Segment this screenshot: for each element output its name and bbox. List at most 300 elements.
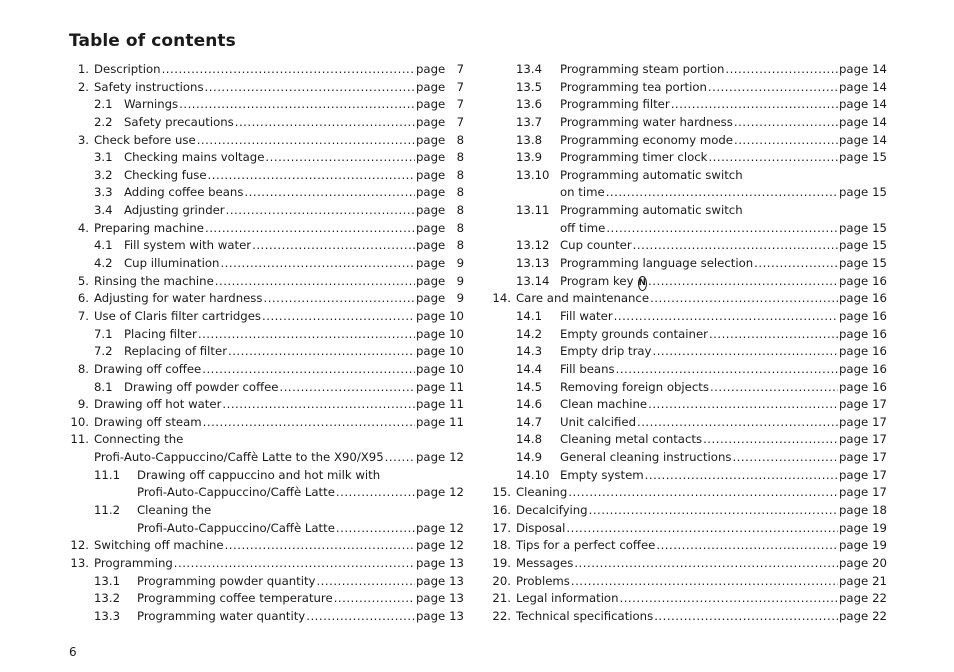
- toc-entry-body: [137, 520, 464, 538]
- toc-entry: [489, 396, 887, 414]
- dot-leader: [205, 220, 415, 238]
- toc-entry-body: [124, 255, 464, 273]
- page-word: page: [416, 79, 446, 94]
- page-word: page: [416, 238, 446, 253]
- toc-entry-body: [516, 520, 887, 538]
- toc-entry-title: Legal information: [516, 591, 619, 606]
- dot-leader: [574, 555, 838, 573]
- toc-entry: [67, 414, 464, 432]
- toc-entry-number: 6.: [77, 291, 89, 306]
- dot-leader: [220, 255, 415, 273]
- toc-entry-body: [94, 308, 464, 326]
- toc-entry-title: Programming powder quantity: [137, 573, 316, 588]
- toc-entry-title: Adjusting grinder: [124, 203, 225, 218]
- toc-entry-page: 13: [449, 573, 464, 588]
- toc-entry-page: 17: [872, 450, 887, 465]
- toc-entry-number: 8.1: [94, 379, 113, 394]
- page-word: page: [839, 256, 869, 271]
- page-word: page: [416, 185, 446, 200]
- toc-entry-number: 2.2: [94, 114, 113, 129]
- toc-entry-body: [560, 467, 887, 485]
- toc-entry-body: [516, 484, 887, 502]
- toc-entry-body: [94, 537, 464, 555]
- page-word: page: [416, 485, 446, 500]
- toc-entry-page: 15: [872, 150, 887, 165]
- dot-leader: [197, 132, 415, 150]
- page-word: page: [416, 291, 446, 306]
- page-word: page: [839, 555, 869, 570]
- toc-entry: [67, 96, 464, 114]
- dot-leader: [228, 343, 415, 361]
- page-word: page: [839, 273, 869, 288]
- page-word: page: [839, 185, 869, 200]
- toc-entry-number: 10.: [70, 414, 89, 429]
- toc-entry-number: 7.1: [94, 326, 113, 341]
- toc-entry-title: Safety precautions: [124, 114, 234, 129]
- toc-entry-number: 8.: [77, 361, 89, 376]
- program-key-icon: N: [638, 276, 648, 291]
- page-word: page: [416, 344, 446, 359]
- toc-entry-page: 8: [456, 238, 464, 253]
- dot-leader: [650, 290, 838, 308]
- toc-entry: [67, 502, 464, 520]
- toc-entry-number: 14.: [492, 291, 511, 306]
- toc-entry-title: Switching off machine: [94, 538, 224, 553]
- page-word: page: [416, 520, 446, 535]
- toc-entry: [489, 308, 887, 326]
- toc-entry-body: [560, 114, 887, 132]
- toc-entry-page: 14: [872, 132, 887, 147]
- page-word: page: [416, 256, 446, 271]
- toc-entry-title: Connecting the: [94, 432, 184, 447]
- toc-entry-title: Rinsing the machine: [94, 273, 214, 288]
- toc-entry-title: Programming language selection: [560, 256, 754, 271]
- toc-entry: [489, 79, 887, 97]
- toc-entry: [489, 449, 887, 467]
- toc-entry-number: 13.7: [516, 114, 543, 129]
- toc-entry-number: 14.5: [516, 379, 543, 394]
- page-word: page: [416, 62, 446, 76]
- toc-entry-body: [137, 590, 464, 608]
- dot-leader: [734, 114, 838, 132]
- toc-entry-number: 13.1: [94, 573, 121, 588]
- toc-entry-number: 13.11: [516, 203, 550, 218]
- toc-entry-page: 12: [449, 485, 464, 500]
- toc-entry-title: Drawing off cappuccino and hot milk with: [137, 467, 381, 482]
- toc-entry-title: on time: [560, 185, 605, 200]
- dot-leader: [334, 590, 415, 608]
- dot-leader: [652, 343, 838, 361]
- toc-entry-number: 4.2: [94, 256, 113, 271]
- toc-entry-body: [137, 467, 380, 485]
- page-word: page: [839, 308, 869, 323]
- dot-leader: [589, 502, 838, 520]
- toc-entry-title: General cleaning instructions: [560, 450, 732, 465]
- toc-entry-number: 14.6: [516, 397, 543, 412]
- toc-entry-title: Messages: [516, 555, 574, 570]
- toc-entry: [489, 114, 887, 132]
- toc-entry-body: [516, 573, 887, 591]
- page-word: page: [839, 538, 869, 553]
- dot-leader: [174, 555, 415, 573]
- toc-entry: [489, 573, 887, 591]
- page-word: page: [839, 361, 869, 376]
- toc-entry-title: Checking mains voltage: [124, 150, 265, 165]
- toc-entry: [489, 220, 887, 238]
- toc-entry-page: 10: [449, 308, 464, 323]
- toc-entry-page: 14: [872, 114, 887, 129]
- toc-entry-title: Empty drip tray: [560, 344, 652, 359]
- toc-entry: [489, 96, 887, 114]
- toc-entry-number: 21.: [492, 591, 511, 606]
- dot-leader: [566, 520, 838, 538]
- toc-entry-body: [94, 396, 464, 414]
- toc-entry-number: 2.: [77, 79, 89, 94]
- toc-entry-number: 15.: [492, 485, 511, 500]
- toc-entry-body: [137, 484, 464, 502]
- toc-entry-page: 19: [872, 538, 887, 553]
- toc-entry-title: Unit calcified: [560, 414, 636, 429]
- page-word: page: [839, 97, 869, 112]
- toc-entry-number: 19.: [492, 555, 511, 570]
- toc-entry-body: [560, 273, 887, 291]
- toc-entry-number: 13.12: [516, 238, 550, 253]
- toc-entry-number: 7.2: [94, 344, 113, 359]
- page-word: page: [839, 520, 869, 535]
- toc-entry-number: 18.: [492, 538, 511, 553]
- toc-entry-page: 9: [456, 291, 464, 306]
- toc-entry-title: Programming timer clock: [560, 150, 708, 165]
- page-word: page: [839, 150, 869, 165]
- toc-entry: [489, 61, 887, 79]
- toc-entry-body: [124, 184, 464, 202]
- toc-entry-page: 8: [456, 132, 464, 147]
- toc-entry-page: 10: [449, 344, 464, 359]
- toc-entry-body: [94, 449, 464, 467]
- toc-entry-page: 16: [872, 326, 887, 341]
- page-word: page: [839, 238, 869, 253]
- toc-entry: [489, 590, 887, 608]
- dot-leader: [226, 202, 415, 220]
- toc-entry-page: 14: [872, 62, 887, 76]
- toc-entry-body: [124, 343, 464, 361]
- toc-entry-number: 1.: [77, 62, 89, 76]
- toc-entry-page: 9: [456, 256, 464, 271]
- page-word: page: [839, 591, 869, 606]
- toc-entry: [67, 343, 464, 361]
- toc-entry: [489, 273, 887, 291]
- toc-entry: [67, 396, 464, 414]
- toc-entry-number: 13.9: [516, 150, 543, 165]
- toc-entry-title: Clean machine: [560, 397, 648, 412]
- toc-entry-body: [560, 414, 887, 432]
- toc-entry-number: 13.13: [516, 256, 550, 271]
- page-word: page: [416, 97, 446, 112]
- toc-entry-body: [94, 132, 464, 150]
- toc-entry-number: 13.10: [516, 167, 550, 182]
- toc-entry: [67, 467, 464, 485]
- toc-entry: [67, 290, 464, 308]
- page-word: page: [416, 114, 446, 129]
- toc-entry: [489, 379, 887, 397]
- toc-entry-title: Adding coffee beans: [124, 185, 244, 200]
- dot-leader: [205, 79, 415, 97]
- dot-leader: [336, 520, 415, 538]
- dot-leader: [645, 467, 838, 485]
- toc-entry-title: Fill beans: [560, 361, 615, 376]
- toc-entry-title: Decalcifying: [516, 503, 588, 518]
- toc-entry-title: Programming automatic switch: [560, 167, 743, 182]
- page-word: page: [416, 379, 446, 394]
- toc-entry-title: Description: [94, 62, 161, 76]
- toc-entry-page: 15: [872, 220, 887, 235]
- toc-entry: [67, 167, 464, 185]
- dot-leader: [671, 96, 838, 114]
- toc-entry-number: 5.: [77, 273, 89, 288]
- toc-entry-number: 13.8: [516, 132, 543, 147]
- toc-entry: [67, 79, 464, 97]
- toc-entry-number: 12.: [70, 538, 89, 553]
- dot-leader: [179, 96, 415, 114]
- toc-entry-page: 8: [456, 220, 464, 235]
- dot-leader: [244, 184, 415, 202]
- toc-entry: [489, 255, 887, 273]
- toc-entry-page: 15: [872, 238, 887, 253]
- page-word: page: [839, 608, 869, 623]
- toc-entry-number: 7.: [77, 308, 89, 323]
- toc-entry-title: off time: [560, 220, 606, 235]
- toc-entry-page: 15: [872, 256, 887, 271]
- toc-entry: [67, 573, 464, 591]
- toc-entry-page: 22: [872, 591, 887, 606]
- toc-entry-body: [560, 326, 887, 344]
- toc-right-column: [489, 61, 887, 626]
- toc-entry-number: 4.: [77, 220, 89, 235]
- toc-entry-page: 19: [872, 520, 887, 535]
- toc-entry-title: Programming water quantity: [137, 608, 306, 623]
- toc-entry-title: Drawing off coffee: [94, 361, 202, 376]
- page-word: page: [416, 608, 446, 623]
- page-word: page: [839, 467, 869, 482]
- toc-entry-page: 12: [449, 520, 464, 535]
- page-word: page: [839, 379, 869, 394]
- toc-entry-body: [94, 273, 464, 291]
- toc-entry-body: [560, 361, 887, 379]
- dot-leader: [198, 326, 415, 344]
- toc-entry-body: [516, 502, 887, 520]
- toc-entry-number: 3.3: [94, 185, 113, 200]
- toc-entry: [67, 555, 464, 573]
- toc-entry-title: Use of Claris filter cartridges: [94, 308, 262, 323]
- toc-entry-number: 4.1: [94, 238, 113, 253]
- toc-entry-body: [124, 202, 464, 220]
- toc-entry: [67, 361, 464, 379]
- toc-entry: [67, 237, 464, 255]
- toc-entry: [67, 273, 464, 291]
- toc-entry: [489, 502, 887, 520]
- toc-entry-body: [516, 590, 887, 608]
- toc-entry-title: Programming: [94, 555, 173, 570]
- toc-entry-number: 14.7: [516, 414, 543, 429]
- toc-entry: [67, 379, 464, 397]
- toc-entry-number: 9.: [77, 397, 89, 412]
- toc-entry-number: 14.2: [516, 326, 543, 341]
- page-word: page: [839, 326, 869, 341]
- toc-entry-page: 17: [872, 397, 887, 412]
- toc-entry-title: Empty system: [560, 467, 644, 482]
- toc-entry: [489, 414, 887, 432]
- toc-entry: [489, 132, 887, 150]
- dot-leader: [162, 61, 415, 79]
- toc-entry-body: [516, 290, 887, 308]
- page-word: page: [416, 220, 446, 235]
- toc-entry: [489, 608, 887, 626]
- toc-entry-page: 11: [449, 397, 464, 412]
- toc-entry-page: 7: [456, 114, 464, 129]
- toc-entry-title: Programming steam portion: [560, 62, 725, 76]
- page-word: page: [416, 361, 446, 376]
- page-word: page: [416, 132, 446, 147]
- dot-leader: [208, 167, 415, 185]
- toc-entry-number: 11.2: [94, 503, 121, 518]
- toc-entry: [67, 590, 464, 608]
- page-word: page: [416, 414, 446, 429]
- dot-leader: [215, 273, 415, 291]
- page-word: page: [416, 150, 446, 165]
- toc-entry-page: 12: [449, 450, 464, 465]
- toc-entry-title: Placing filter: [124, 326, 197, 341]
- page-word: page: [416, 326, 446, 341]
- page-word: page: [839, 485, 869, 500]
- toc-entry-body: [560, 308, 887, 326]
- toc-entry-title: Check before use: [94, 132, 196, 147]
- toc-entry-title: Programming economy mode: [560, 132, 733, 147]
- toc-entry-number: 13.2: [94, 591, 121, 606]
- page-word: page: [416, 450, 446, 465]
- toc-entry-body: [560, 343, 887, 361]
- toc-entry-body: [560, 255, 887, 273]
- toc-entry-number: 14.3: [516, 344, 543, 359]
- toc-entry: [489, 520, 887, 538]
- dot-leader: [571, 573, 838, 591]
- page-word: page: [416, 555, 446, 570]
- toc-entry-page: 11: [449, 414, 464, 429]
- toc-entry: [489, 431, 887, 449]
- dot-leader: [264, 290, 416, 308]
- dot-leader: [648, 273, 838, 291]
- toc-entry-body: [560, 132, 887, 150]
- toc-entry-title: Drawing off powder coffee: [124, 379, 279, 394]
- toc-entry-body: [94, 79, 464, 97]
- toc-entry-page: 7: [456, 97, 464, 112]
- dot-leader: [708, 149, 838, 167]
- page-word: page: [839, 432, 869, 447]
- toc-entry: [67, 220, 464, 238]
- page-word: page: [839, 79, 869, 94]
- toc-entry-title: Cup counter: [560, 238, 632, 253]
- toc-left-column: [67, 61, 464, 626]
- dot-leader: [648, 396, 838, 414]
- toc-entry-page: 16: [872, 291, 887, 306]
- toc-entry-body: [137, 502, 211, 520]
- toc-entry-page: 13: [449, 591, 464, 606]
- toc-entry-title: Cup illumination: [124, 256, 220, 271]
- dot-leader: [606, 184, 838, 202]
- toc-entry-number: 13.4: [516, 62, 543, 76]
- toc-entry-number: 13.: [70, 555, 89, 570]
- dot-leader: [568, 484, 838, 502]
- page-word: page: [416, 591, 446, 606]
- toc-entry-number: 16.: [492, 503, 511, 518]
- toc-entry-page: 12: [449, 538, 464, 553]
- toc-entry-page: 16: [872, 273, 887, 288]
- toc-entry-page: 20: [872, 555, 887, 570]
- toc-entry: [67, 484, 464, 502]
- toc-entry-number: 17.: [492, 520, 511, 535]
- toc-entry-title: Programming filter: [560, 97, 670, 112]
- toc-entry-number: 11.: [70, 432, 89, 447]
- toc-entry-number: 22.: [492, 608, 511, 623]
- toc-entry: [67, 449, 464, 467]
- toc-entry-page: 18: [872, 503, 887, 518]
- toc-entry-body: [124, 149, 464, 167]
- toc-entry: [489, 484, 887, 502]
- toc-entry: [489, 149, 887, 167]
- toc-entry-page: 10: [449, 361, 464, 376]
- toc-entry-title: Cleaning: [516, 485, 568, 500]
- toc-entry-body: [516, 537, 887, 555]
- toc-entry-body: [560, 396, 887, 414]
- toc-entry-page: 7: [456, 62, 464, 76]
- toc-entry-number: 14.10: [516, 467, 550, 482]
- toc-entry-page: 21: [872, 573, 887, 588]
- toc-entry-page: 17: [872, 485, 887, 500]
- page-word: page: [416, 397, 446, 412]
- page-word: page: [839, 450, 869, 465]
- page-word: page: [839, 503, 869, 518]
- dot-leader: [225, 537, 415, 555]
- toc-entry-page: 16: [872, 361, 887, 376]
- toc-entry-page: 13: [449, 608, 464, 623]
- toc-entry-title: Cleaning metal contacts: [560, 432, 703, 447]
- toc-entry-body: [124, 114, 464, 132]
- page-word: page: [839, 414, 869, 429]
- dot-leader: [235, 114, 415, 132]
- toc-entry: [489, 290, 887, 308]
- toc-entry-body: [124, 237, 464, 255]
- toc-entry-body: [94, 431, 183, 449]
- toc-entry-number: 3.: [77, 132, 89, 147]
- toc-entry-body: [94, 220, 464, 238]
- dot-leader: [385, 449, 415, 467]
- toc-entry-body: [560, 96, 887, 114]
- toc-entry-title: Fill system with water: [124, 238, 252, 253]
- toc-entry-body: [560, 167, 743, 185]
- toc-entry-body: [94, 414, 464, 432]
- toc-entry-page: 8: [456, 203, 464, 218]
- toc-entry-number: 13.6: [516, 97, 543, 112]
- dot-leader: [703, 431, 838, 449]
- toc-entry-body: [560, 237, 887, 255]
- toc-entry-page: 16: [872, 308, 887, 323]
- toc-entry-title: Fill water: [560, 308, 613, 323]
- toc-entry-title: Warnings: [124, 97, 179, 112]
- toc-entry-page: 16: [872, 344, 887, 359]
- toc-entry: [489, 237, 887, 255]
- toc-entry-number: 3.4: [94, 203, 113, 218]
- dot-leader: [656, 537, 838, 555]
- toc-entry: [67, 308, 464, 326]
